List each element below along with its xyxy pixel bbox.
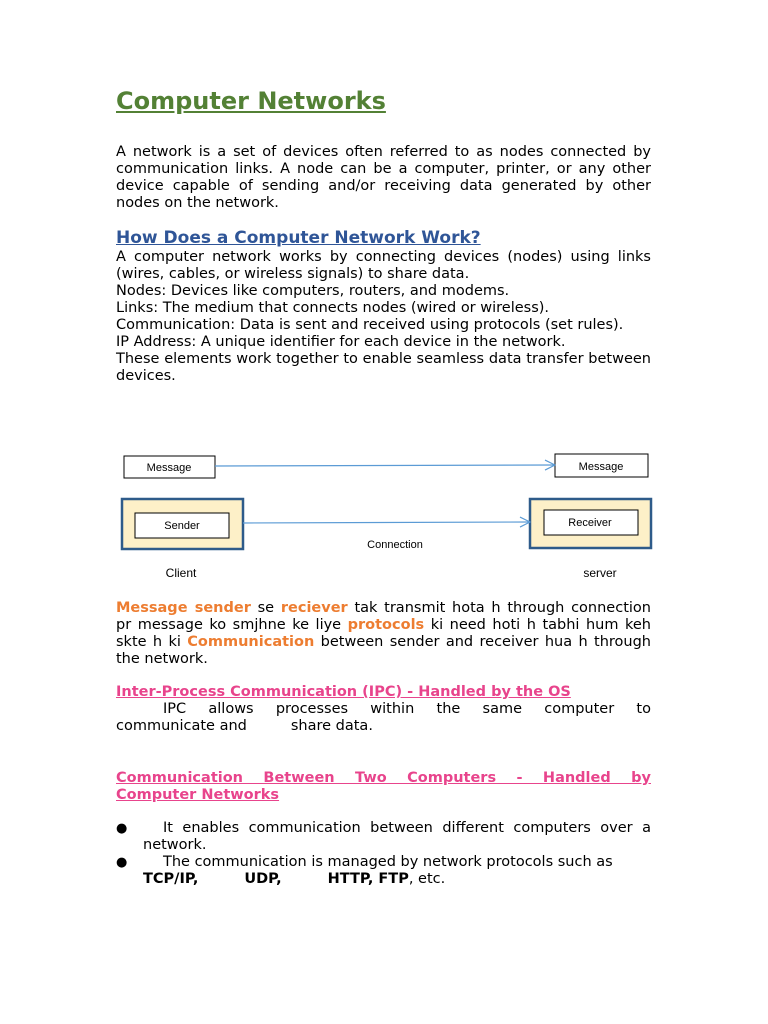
text-run: tak transmit hota h through connection pr message ko smjhne ke liye — [116, 600, 651, 633]
between-section — [116, 770, 651, 804]
message-arrow — [215, 465, 555, 466]
bullet-icon: ● — [116, 821, 128, 836]
protocol-tcpip: TCP/IP, — [143, 871, 199, 887]
protocol-http-ftp: HTTP, FTP — [327, 871, 409, 887]
body-line: Nodes: Devices like computers, routers, and modems. — [116, 283, 510, 299]
connection-arrow — [243, 522, 530, 523]
highlight-reciever: reciever — [280, 600, 348, 616]
receiver-label: Receiver — [568, 517, 612, 529]
body-line: A computer network works by connecting devices (nodes) using links (wires, cables, or wireless signals) to share data. — [116, 249, 651, 282]
bullet-text: It enables communication between different computers over a network. — [143, 820, 651, 853]
server-label: server — [583, 566, 617, 580]
bullet-text: The communication is managed by network protocols such as — [163, 854, 613, 870]
how-it-works-body — [116, 249, 651, 385]
sender-label: Sender — [164, 520, 200, 532]
protocol-bullets — [116, 820, 651, 888]
list-item — [116, 854, 651, 888]
ipc-section — [116, 684, 651, 735]
ipc-body-line2: communicate and share data. — [116, 718, 373, 734]
ipc-body-line1 — [116, 701, 651, 718]
body-line: These elements work together to enable seamless data transfer between devices. — [116, 351, 651, 384]
ipc-text-tail: share data. — [290, 718, 373, 734]
body-line: Links: The medium that connects nodes (wired or wireless). — [116, 300, 550, 316]
text-run: between sender and receiver hua h through the network. — [116, 634, 651, 667]
intro-paragraph: A network is a set of devices often referred to as nodes connected by communication links. A node can be a computer, printer, or any other device capable of sending and/or receiving data generated by other nodes on the network. — [116, 144, 651, 211]
message-left-label: Message — [146, 462, 192, 474]
ipc-text-first: IPC allows processes within the same computer to — [163, 701, 651, 717]
hinglish-paragraph — [116, 600, 651, 668]
between-heading-line1: Communication Between Two Computers - Handled by — [116, 770, 651, 786]
highlight-protocols: protocols — [347, 617, 425, 633]
body-line: IP Address: A unique identifier for each device in the network. — [116, 334, 566, 350]
between-heading-line2: Computer Networks — [116, 787, 280, 803]
client-label: Client — [165, 566, 197, 580]
bullet-icon: ● — [116, 855, 128, 870]
highlight-communication: Communication — [187, 634, 315, 650]
body-line: Communication: Data is sent and received using protocols (set rules). — [116, 317, 624, 333]
page-title: Computer Networks — [116, 87, 386, 115]
text-run: se — [250, 600, 281, 616]
network-diagram — [116, 448, 661, 588]
section-heading-how-it-works: How Does a Computer Network Work? — [116, 228, 481, 248]
message-right-label: Message — [578, 461, 624, 473]
ipc-heading: Inter-Process Communication (IPC) - Handled by the OS — [116, 684, 571, 700]
connection-label: Connection — [367, 539, 423, 551]
protocol-udp: UDP, — [244, 871, 282, 887]
bullet-tail: , etc. — [408, 871, 446, 887]
text-run: ki need hoti h tabhi hum keh skte h ki — [116, 617, 651, 650]
highlight-message-sender: Message sender — [116, 600, 251, 616]
list-item — [116, 820, 651, 854]
